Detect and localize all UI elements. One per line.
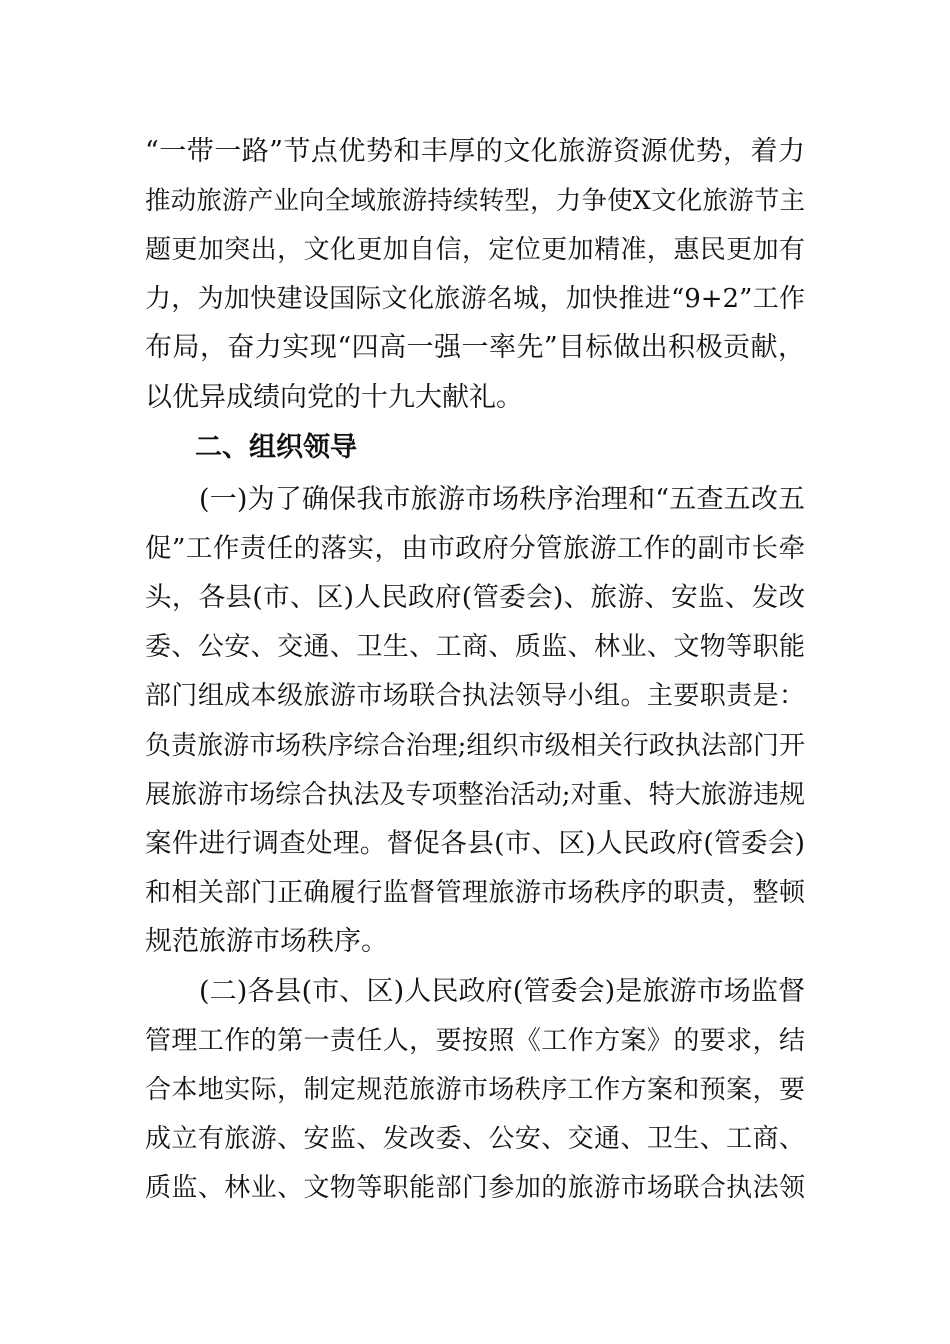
paragraph-line: 以优异成绩向党的十九大献礼。: [145, 382, 523, 413]
paragraph-line: 规范旅游市场秩序。: [145, 926, 388, 957]
paragraph-line: 负责旅游市场秩序综合治理;组织市级相关行政执法部门开: [145, 731, 805, 761]
paragraph-line: 合本地实际，制定规范旅游市场秩序工作方案和预案，要: [145, 1075, 805, 1105]
paragraph-line: 案件进行调查处理。督促各县(市、区)人民政府(管委会): [145, 828, 805, 859]
section-heading: 二、组织领导: [195, 432, 357, 463]
paragraph-line: 和相关部门正确履行监督管理旅游市场秩序的职责，整顿: [145, 878, 805, 908]
paragraph-line: “一带一路”节点优势和丰厚的文化旅游资源优势，着力: [145, 136, 805, 167]
paragraph-line: (二)各县(市、区)人民政府(管委会)是旅游市场监督: [199, 976, 805, 1007]
paragraph-line: 成立有旅游、安监、发改委、公安、交通、卫生、工商、: [145, 1124, 805, 1154]
paragraph-line: 管理工作的第一责任人，要按照《工作方案》的要求，结: [145, 1026, 805, 1056]
paragraph-line: 力，为加快建设国际文化旅游名城，加快推进“9+2”工作: [145, 284, 805, 314]
paragraph-line: (一)为了确保我市旅游市场秩序治理和“五查五改五: [199, 484, 805, 515]
paragraph-line: 布局，奋力实现“四高一强一率先”目标做出积极贡献，: [145, 332, 805, 363]
paragraph-line: 推动旅游产业向全域旅游持续转型，力争使X文化旅游节主: [145, 186, 805, 216]
paragraph-line: 促”工作责任的落实，由市政府分管旅游工作的副市长牵: [145, 533, 805, 564]
paragraph-line: 质监、林业、文物等职能部门参加的旅游市场联合执法领: [145, 1173, 805, 1203]
paragraph-line: 题更加突出，文化更加自信，定位更加精准，惠民更加有: [145, 235, 805, 265]
paragraph-line: 头，各县(市、区)人民政府(管委会)、旅游、安监、发改: [145, 582, 805, 613]
paragraph-line: 展旅游市场综合执法及专项整治活动;对重、特大旅游违规: [145, 780, 805, 810]
paragraph-line: 委、公安、交通、卫生、工商、质监、林业、文物等职能: [145, 632, 805, 662]
paragraph-line: 部门组成本级旅游市场联合执法领导小组。主要职责是：: [145, 681, 805, 711]
